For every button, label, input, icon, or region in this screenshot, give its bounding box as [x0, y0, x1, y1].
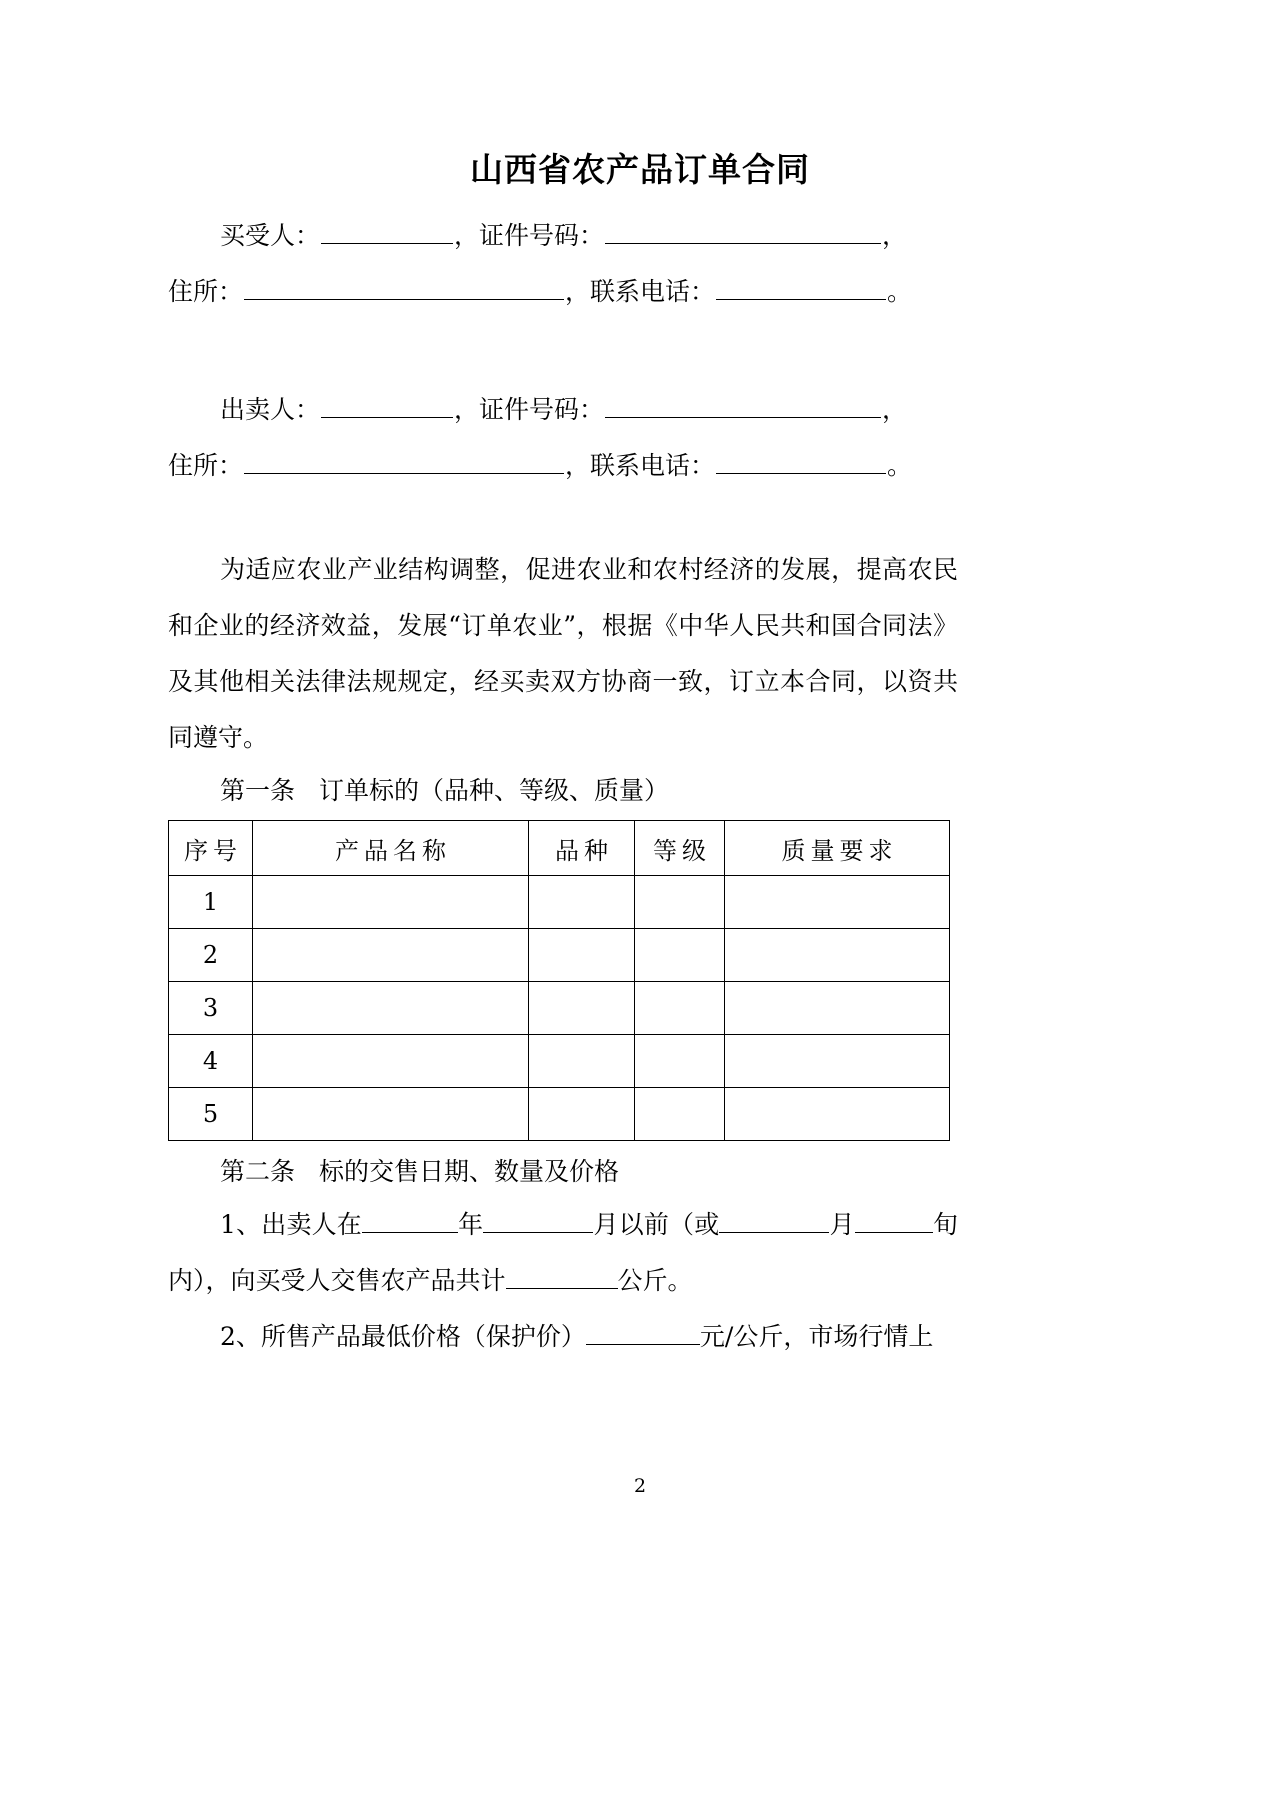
spacer-before-preamble	[168, 494, 958, 542]
seller-name-blank[interactable]	[321, 391, 453, 418]
seller-block	[168, 382, 958, 494]
cell-quality[interactable]	[725, 876, 950, 929]
item1-part1: 1、出卖人在	[220, 1210, 362, 1239]
seller-phone-label: ，联系电话：	[565, 451, 716, 480]
item1-part7: 公斤。	[617, 1266, 693, 1295]
seller-id-trailing: ，	[882, 395, 908, 424]
cell-seq: 1	[169, 876, 253, 929]
buyer-phone-blank[interactable]	[716, 273, 886, 300]
table-row	[169, 982, 950, 1035]
seller-address-line	[168, 438, 958, 494]
month-blank[interactable]	[483, 1206, 593, 1233]
year-blank[interactable]	[362, 1206, 458, 1233]
item2-part1: 2、所售产品最低价格（保护价）	[220, 1322, 586, 1351]
article-two-item-2	[168, 1309, 958, 1365]
seller-phone-blank[interactable]	[716, 447, 886, 474]
alt-month-blank[interactable]	[719, 1206, 829, 1233]
item1-part4: 月	[829, 1210, 855, 1239]
cell-name[interactable]	[253, 876, 529, 929]
cell-grade[interactable]	[635, 929, 725, 982]
buyer-name-label: 买受人：	[220, 221, 321, 250]
buyer-name-blank[interactable]	[321, 217, 453, 244]
column-header-name: 产品名称	[253, 821, 529, 876]
column-header-variety: 品种	[529, 821, 635, 876]
column-header-quality: 质量要求	[725, 821, 950, 876]
table-row	[169, 1088, 950, 1141]
cell-name[interactable]	[253, 929, 529, 982]
spacer-between-parties	[168, 320, 958, 382]
buyer-phone-label: ，联系电话：	[565, 277, 716, 306]
order-items-table	[168, 820, 950, 1141]
item2-part2: 元/公斤，市场行情上	[699, 1322, 934, 1351]
table-header-row	[169, 821, 950, 876]
cell-grade[interactable]	[635, 1088, 725, 1141]
quantity-blank[interactable]	[506, 1262, 618, 1289]
cell-seq: 4	[169, 1035, 253, 1088]
buyer-id-blank[interactable]	[605, 217, 881, 244]
preamble-paragraph: 为适应农业产业结构调整，促进农业和农村经济的发展，提高农民和企业的经济效益，发展“订单农业”，根据《中华人民共和国合同法》及其他相关法律法规规定，经买卖双方协商一致，订立本合同，以资共同遵守。	[168, 555, 958, 752]
page-title: 山西省农产品订单合同	[470, 150, 810, 189]
cell-name[interactable]	[253, 1088, 529, 1141]
seller-address-label: 住所：	[168, 451, 244, 480]
cell-name[interactable]	[253, 982, 529, 1035]
buyer-address-blank[interactable]	[244, 273, 564, 300]
item1-part6: 内），向买受人交售农产品共计	[168, 1266, 506, 1295]
cell-quality[interactable]	[725, 1088, 950, 1141]
seller-name-label: 出卖人：	[220, 395, 321, 424]
seller-address-blank[interactable]	[244, 447, 564, 474]
article-two-number: 第二条	[220, 1157, 296, 1186]
seller-id-label: ，证件号码：	[454, 395, 605, 424]
item1-part5: 旬	[932, 1210, 958, 1239]
article-two-item-1	[168, 1197, 958, 1309]
cell-variety[interactable]	[529, 929, 635, 982]
table-row	[169, 876, 950, 929]
item1-part2: 年	[457, 1210, 484, 1239]
buyer-phone-trailing: 。	[887, 277, 913, 306]
article-one-heading	[168, 766, 958, 816]
buyer-address-line	[168, 264, 958, 320]
cell-variety[interactable]	[529, 876, 635, 929]
column-header-grade: 等级	[635, 821, 725, 876]
seller-name-line	[168, 382, 958, 438]
cell-name[interactable]	[253, 1035, 529, 1088]
column-header-seq: 序号	[169, 821, 253, 876]
buyer-address-label: 住所：	[168, 277, 244, 306]
document-body	[168, 208, 958, 1365]
cell-seq: 3	[169, 982, 253, 1035]
table-row	[169, 929, 950, 982]
seller-id-blank[interactable]	[605, 391, 881, 418]
cell-quality[interactable]	[725, 1035, 950, 1088]
cell-seq: 5	[169, 1088, 253, 1141]
cell-quality[interactable]	[725, 929, 950, 982]
article-one-title: 订单标的（品种、等级、质量）	[319, 776, 670, 805]
article-two-heading	[168, 1147, 958, 1197]
article-two-title: 标的交售日期、数量及价格	[319, 1157, 620, 1186]
cell-variety[interactable]	[529, 982, 635, 1035]
cell-grade[interactable]	[635, 982, 725, 1035]
price-blank[interactable]	[586, 1318, 700, 1345]
buyer-block	[168, 208, 958, 320]
cell-grade[interactable]	[635, 1035, 725, 1088]
buyer-name-line	[168, 208, 958, 264]
item1-part3: 月以前（或	[593, 1210, 720, 1239]
seller-phone-trailing: 。	[887, 451, 913, 480]
cell-quality[interactable]	[725, 982, 950, 1035]
buyer-id-label: ，证件号码：	[454, 221, 605, 250]
cell-grade[interactable]	[635, 876, 725, 929]
buyer-id-trailing: ，	[882, 221, 908, 250]
cell-variety[interactable]	[529, 1035, 635, 1088]
cell-variety[interactable]	[529, 1088, 635, 1141]
table-row	[169, 1035, 950, 1088]
xun-blank[interactable]	[855, 1206, 933, 1233]
article-one-number: 第一条	[220, 776, 296, 805]
page-number: 2	[633, 1475, 647, 1497]
cell-seq: 2	[169, 929, 253, 982]
